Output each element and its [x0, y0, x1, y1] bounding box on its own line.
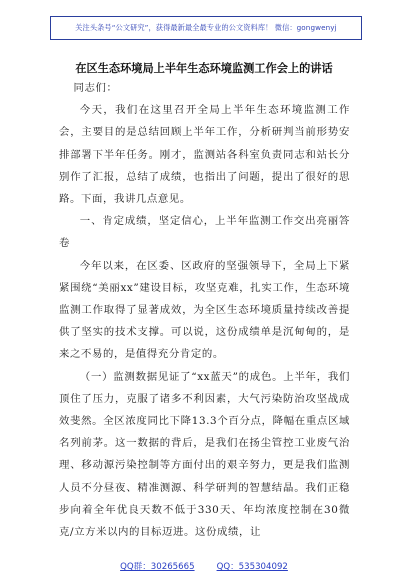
promo-banner: [50, 16, 362, 40]
paragraph-achievements: 今年以来，在区委、区政府的坚强领导下，全局上下紧紧围绕“美丽xx”建设目标，攻坚克难，扎实工作，生态环境监测工作取得了显著成效，为全区生态环境质量持续改善提供了坚实的技术支撑。可以说，这份成绩单是沉甸甸的，是来之不易的，是值得充分肯定的。: [59, 259, 350, 361]
paragraph-monitoring-data: （一）监测数据见证了“xx蓝天”的成色。上半年，我们顶住了压力，克服了诸多不利因素，大气污染防治攻坚战成效斐然。全区浓度同比下降13.3个百分点，降幅在重点区域名列前茅。这一数据的背后，是我们在扬尘管控工业废气治理、移动源污染控制等方面付出的艰辛努力，更是我们监测人员不分昼夜、精准测源、科学研判的智慧结晶。我们正稳步向着全年优良天数不低于330天、年均浓度控制在30微克/立方米以内的目标迈进。这份成绩，让: [59, 370, 350, 539]
salutation: 同志们：: [73, 82, 118, 94]
promo-banner-text: 关注头条号“公文研究”，获得最新最全最专业的公文资料库！ 微信：gongwenyj: [75, 23, 337, 32]
qq-contact-link[interactable]: QQ：535304092: [216, 562, 288, 572]
qq-group-link[interactable]: QQ群：30265665: [120, 562, 195, 572]
document-title: 在区生态环境局上半年生态环境监测工作会上的讲话: [75, 62, 333, 75]
document-body: [59, 77, 350, 543]
footer-contacts: [0, 560, 408, 572]
paragraph-intro: 今天，我们在这里召开全局上半年生态环境监测工作会，主要目的是总结回顾上半年工作，分析研判当前形势安排部署下半年任务。刚才，监测站各科室负责同志和站长分别作了汇报，总结了成绩，也指出了问题，提出了很好的思路。下面，我讲几点意见。: [59, 104, 350, 206]
section-heading-1: 一、肯定成绩，坚定信心，上半年监测工作交出亮丽答卷: [59, 215, 350, 250]
